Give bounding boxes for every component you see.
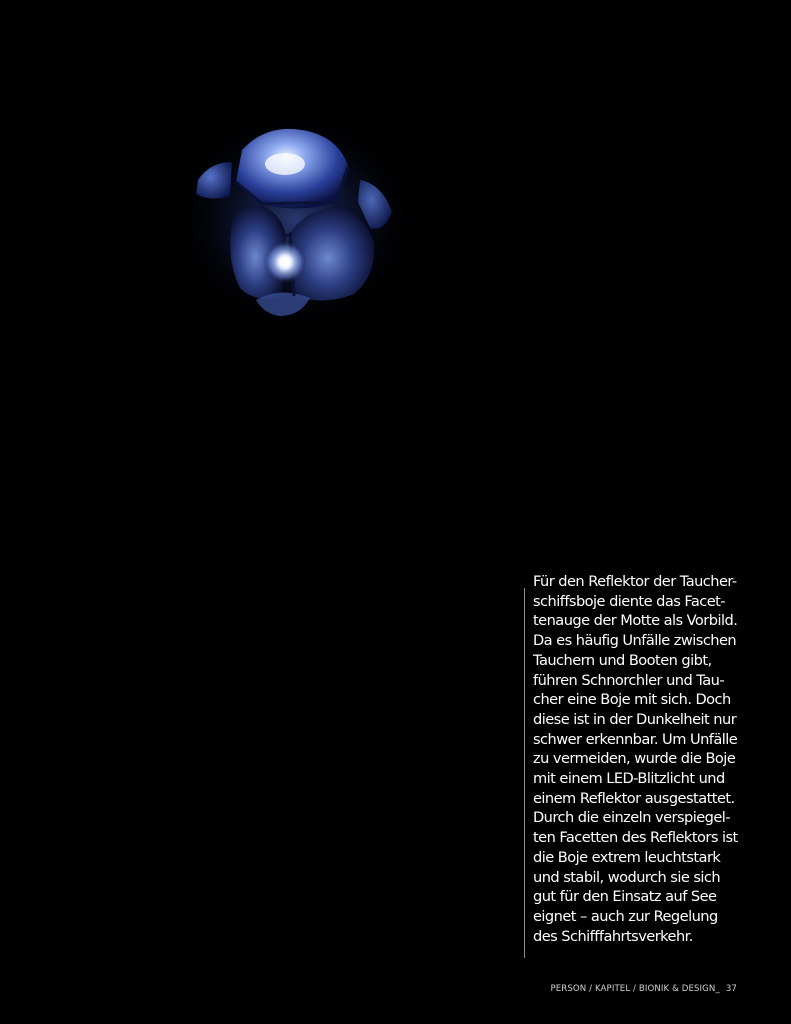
caption-line: tenauge der Motte als Vorbild. xyxy=(533,612,738,630)
caption-line: des Schifffahrtsverkehr. xyxy=(533,927,693,945)
caption-line: schwer erkennbar. Um Unfälle xyxy=(533,730,738,748)
caption-rule xyxy=(524,588,525,958)
page-footer xyxy=(550,984,737,994)
caption-line: zu vermeiden, wurde die Boje xyxy=(533,750,736,768)
running-title: PERSON / KAPITEL / BIONIK & DESIGN_ xyxy=(550,984,720,994)
caption-line: gut für den Einsatz auf See xyxy=(533,888,717,906)
caption-line: Tauchern und Booten gibt, xyxy=(533,651,712,669)
caption-line: Durch die einzeln verspiegel- xyxy=(533,809,731,827)
page-number: 37 xyxy=(725,984,737,994)
caption-line: ten Facetten des Reflektors ist xyxy=(533,829,738,847)
caption-line: schiffsboje diente das Facet- xyxy=(533,592,726,610)
caption-line: und stabil, wodurch sie sich xyxy=(533,868,721,886)
caption-line: die Boje extrem leuchtstark xyxy=(533,848,721,866)
caption-line: cher eine Boje mit sich. Doch xyxy=(533,691,731,709)
reflector-buoy-photo xyxy=(170,110,430,340)
caption-line: Da es häufig Unfälle zwischen xyxy=(533,632,737,650)
caption-line: diese ist in der Dunkelheit nur xyxy=(533,710,737,728)
caption-line: einem Reflektor ausgestattet. xyxy=(533,789,735,807)
caption-text xyxy=(533,572,765,946)
caption-line: Für den Reflektor der Taucher- xyxy=(533,573,737,590)
caption-line: führen Schnorchler und Tau- xyxy=(533,671,725,689)
caption-line: mit einem LED-Blitzlicht und xyxy=(533,770,725,788)
caption-line: eignet – auch zur Regelung xyxy=(533,907,718,925)
